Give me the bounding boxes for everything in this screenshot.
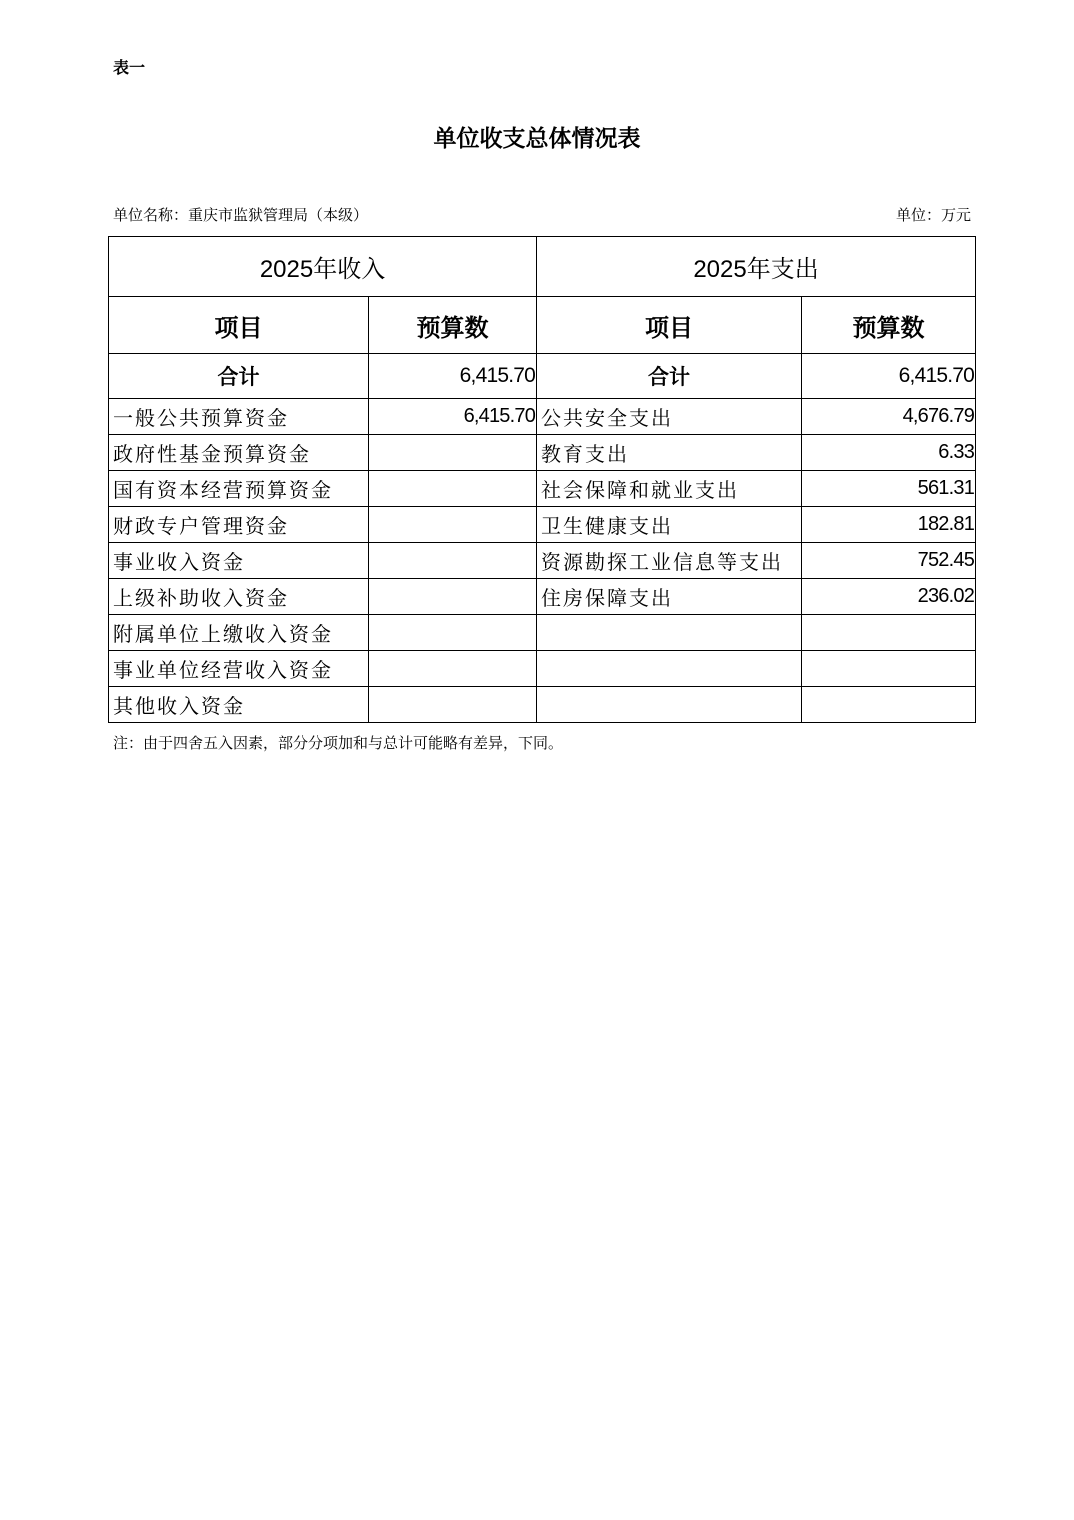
expense-value-cell: 752.45	[802, 543, 976, 579]
income-item-cell: 财政专户管理资金	[109, 507, 369, 543]
unit-name: 单位名称：重庆市监狱管理局（本级）	[113, 206, 369, 224]
income-item-cell: 附属单位上缴收入资金	[109, 615, 369, 651]
income-value-cell	[369, 651, 537, 687]
income-item-header: 项目	[109, 297, 369, 354]
income-value-cell	[369, 543, 537, 579]
table-row	[109, 579, 976, 615]
income-total-label: 合计	[109, 354, 369, 399]
income-item-cell: 上级补助收入资金	[109, 579, 369, 615]
income-budget-header: 预算数	[369, 297, 537, 354]
expense-section-header: 2025年支出	[537, 237, 976, 297]
expense-value-cell	[802, 615, 976, 651]
expense-item-cell: 教育支出	[537, 435, 802, 471]
table-label: 表一	[113, 58, 146, 77]
budget-table	[108, 236, 976, 723]
expense-total-label: 合计	[537, 354, 802, 399]
table-row	[109, 507, 976, 543]
income-item-cell: 一般公共预算资金	[109, 399, 369, 435]
income-value-cell	[369, 435, 537, 471]
expense-value-cell	[802, 651, 976, 687]
expense-value-cell: 236.02	[802, 579, 976, 615]
expense-value-cell: 6.33	[802, 435, 976, 471]
expense-item-cell: 社会保障和就业支出	[537, 471, 802, 507]
expense-item-cell: 住房保障支出	[537, 579, 802, 615]
expense-item-cell: 卫生健康支出	[537, 507, 802, 543]
income-value-cell	[369, 471, 537, 507]
expense-value-cell: 561.31	[802, 471, 976, 507]
expense-item-cell	[537, 687, 802, 723]
income-value-cell: 6,415.70	[369, 399, 537, 435]
table-row	[109, 543, 976, 579]
table-row	[109, 651, 976, 687]
income-item-cell: 事业收入资金	[109, 543, 369, 579]
page-title: 单位收支总体情况表	[433, 125, 641, 152]
table-row	[109, 399, 976, 435]
expense-total-value: 6,415.70	[802, 354, 976, 399]
section-header-row	[109, 237, 976, 297]
column-header-row	[109, 297, 976, 354]
income-item-cell: 事业单位经营收入资金	[109, 651, 369, 687]
unit-label: 单位：万元	[895, 206, 971, 224]
income-section-header: 2025年收入	[109, 237, 537, 297]
income-value-cell	[369, 615, 537, 651]
income-item-cell: 国有资本经营预算资金	[109, 471, 369, 507]
table-row	[109, 435, 976, 471]
income-total-value: 6,415.70	[369, 354, 537, 399]
expense-item-cell	[537, 651, 802, 687]
income-item-cell: 政府性基金预算资金	[109, 435, 369, 471]
table-row	[109, 687, 976, 723]
total-row	[109, 354, 976, 399]
expense-value-cell: 182.81	[802, 507, 976, 543]
footnote: 注：由于四舍五入因素，部分分项加和与总计可能略有差异，下同。	[113, 734, 564, 752]
expense-item-cell: 公共安全支出	[537, 399, 802, 435]
expense-budget-header: 预算数	[802, 297, 976, 354]
expense-value-cell	[802, 687, 976, 723]
table-row	[109, 615, 976, 651]
income-value-cell	[369, 579, 537, 615]
income-value-cell	[369, 687, 537, 723]
expense-item-header: 项目	[537, 297, 802, 354]
income-item-cell: 其他收入资金	[109, 687, 369, 723]
income-value-cell	[369, 507, 537, 543]
table-row	[109, 471, 976, 507]
expense-item-cell: 资源勘探工业信息等支出	[537, 543, 802, 579]
expense-value-cell: 4,676.79	[802, 399, 976, 435]
expense-item-cell	[537, 615, 802, 651]
